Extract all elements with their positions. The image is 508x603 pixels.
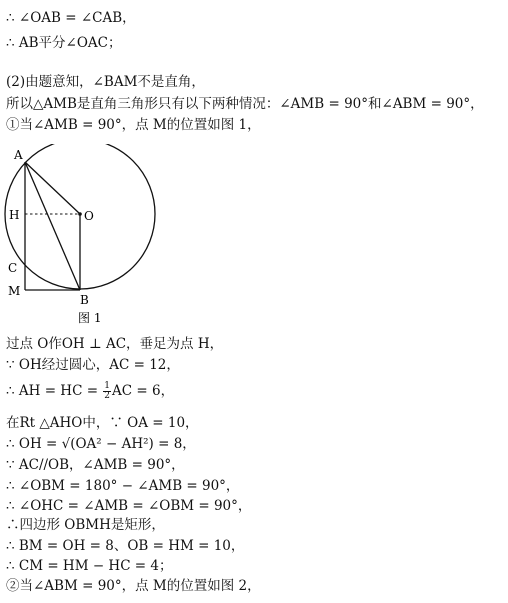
label-B: B bbox=[80, 293, 89, 307]
text-line-3: (2)由题意知，∠BAM不是直角， bbox=[6, 74, 205, 90]
point-O bbox=[78, 212, 82, 216]
label-A: A bbox=[14, 148, 23, 162]
text-line-11: ∵ AC//OB，∠AMB = 90°， bbox=[6, 457, 185, 473]
text-line-9: 在Rt △AHO中，∵ OA = 10， bbox=[6, 415, 199, 431]
ah-suffix: AC = 6， bbox=[112, 383, 175, 399]
text-line-5: ①当∠AMB = 90°，点 M的位置如图 1， bbox=[6, 117, 261, 133]
text-line-14: ∴四边形 OBMH是矩形， bbox=[6, 517, 165, 533]
text-line-12: ∴ ∠OBM = 180° − ∠AMB = 90°， bbox=[6, 478, 240, 494]
text-line-17: ②当∠ABM = 90°，点 M的位置如图 2， bbox=[6, 578, 261, 594]
text-line-13: ∴ ∠OHC = ∠AMB = ∠OBM = 90°， bbox=[6, 498, 252, 514]
label-H: H bbox=[9, 208, 20, 222]
label-O: O bbox=[84, 209, 94, 223]
line-AO bbox=[25, 162, 80, 214]
geometry-figure-1 bbox=[4, 144, 164, 329]
label-M: M bbox=[8, 284, 21, 298]
text-line-2: ∴ AB平分∠OAC； bbox=[6, 35, 122, 51]
line-AB bbox=[25, 162, 80, 290]
text-line-7: ∵ OH经过圆心，AC = 12， bbox=[6, 357, 180, 373]
fraction-one-half: $\frac{1}{2}$ bbox=[104, 381, 111, 401]
label-C: C bbox=[8, 261, 18, 275]
text-line-10: ∴ OH = √(OA² − AH²) = 8， bbox=[6, 436, 196, 452]
text-line-ah-hc bbox=[6, 382, 174, 401]
text-line-15: ∴ BM = OH = 8、OB = HM = 10， bbox=[6, 538, 245, 554]
figure-caption: 图 1 bbox=[78, 311, 102, 325]
text-line-1: ∴ ∠OAB = ∠CAB， bbox=[6, 10, 136, 26]
ah-prefix: ∴ AH = HC = bbox=[6, 383, 103, 399]
text-line-6: 过点 O作OH ⊥ AC，垂足为点 H， bbox=[6, 336, 224, 352]
text-line-16: ∴ CM = HM − HC = 4； bbox=[6, 558, 173, 574]
text-line-4: 所以△AMB是直角三角形只有以下两种情况：∠AMB = 90°和∠ABM = 90°， bbox=[6, 96, 484, 112]
